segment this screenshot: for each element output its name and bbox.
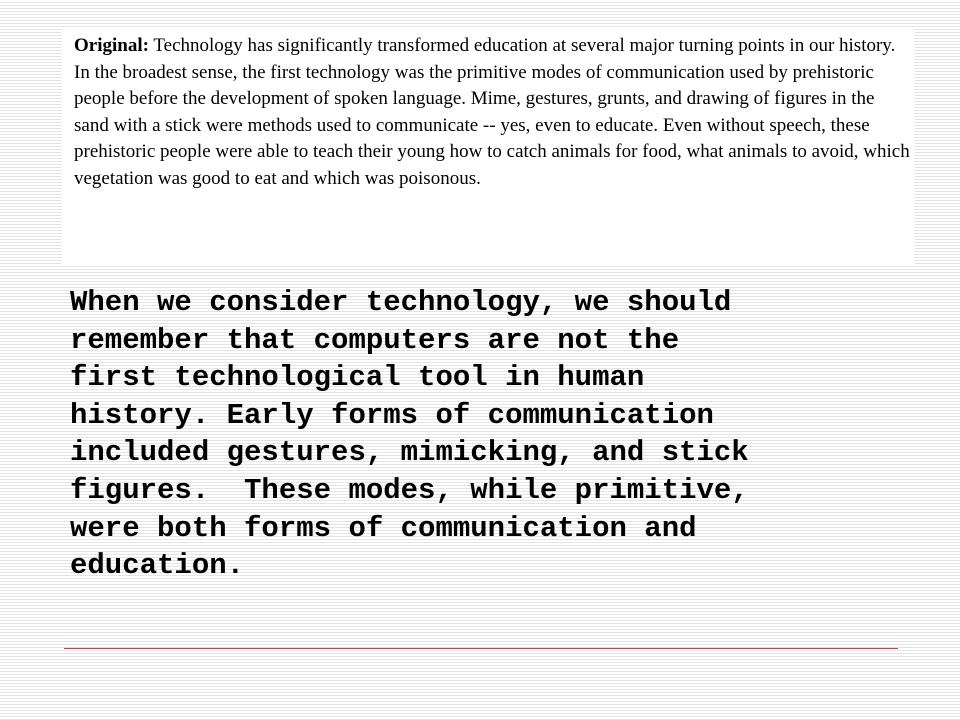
paraphrase-text <box>70 284 930 585</box>
original-excerpt-box <box>62 28 914 264</box>
paraphrase-line: remember that computers are not the <box>70 323 680 357</box>
paraphrase-line: education. <box>70 549 245 583</box>
original-label: Original: <box>74 35 149 56</box>
footer-divider <box>64 648 898 649</box>
paraphrase-line: first technological tool in human <box>70 361 645 395</box>
paraphrase-line: When we consider technology, we should <box>70 286 732 319</box>
paraphrase-line: were both forms of communication and <box>70 511 697 545</box>
paraphrase-line: figures. These modes, while primitive, <box>70 473 749 507</box>
paraphrase-line: included gestures, mimicking, and stick <box>70 436 749 470</box>
paraphrase-line: history. Early forms of communication <box>70 398 714 432</box>
original-excerpt-text: Technology has significantly transformed education at several major turning points in our history. In the broadest sense, the first technology was the primitive modes of communication used by prehistoric people before the development of spoken language. Mime, gestures, grunts, and drawing of figures in the sand with a stick were methods used to communicate -- yes, even to educate. Even without speech, these prehistoric people were able to teach their young how to catch animals for food, what animals to avoid, which vegetation was good to eat and which was poisonous. <box>74 35 910 189</box>
original-excerpt-paragraph <box>74 33 910 193</box>
